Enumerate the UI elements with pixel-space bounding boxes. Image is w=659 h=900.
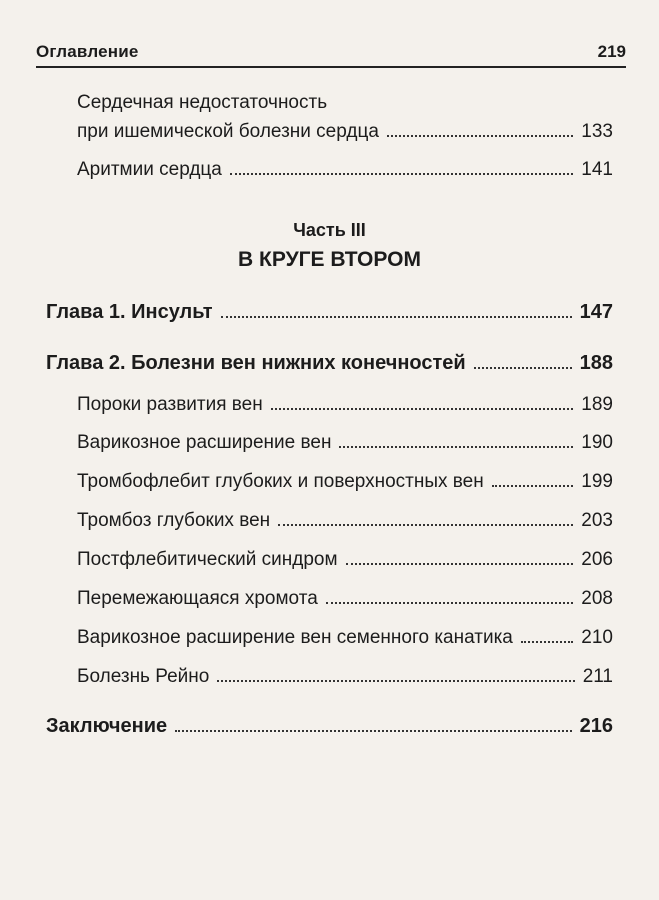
toc-entry[interactable]	[77, 428, 613, 454]
part-subtitle: В КРУГЕ ВТОРОМ	[238, 248, 421, 271]
toc-conclusion[interactable]	[46, 712, 613, 738]
toc-chapter-label: Глава 1. Инсульт	[46, 301, 213, 323]
dot-leader	[271, 408, 574, 410]
toc-entry-label: Тромбоз глубоких вен	[77, 510, 271, 531]
toc-entry-label: Варикозное расширение вен	[77, 432, 332, 453]
toc-entry[interactable]	[77, 662, 613, 688]
toc-entry[interactable]	[77, 584, 613, 610]
toc-entry-label: Болезнь Рейно	[77, 666, 210, 687]
dot-leader	[217, 680, 574, 682]
toc-entry-heart-failure[interactable]	[77, 117, 613, 143]
toc-entry-heart-failure-line1: Сердечная недостаточность	[77, 92, 328, 113]
toc-entry-page: 208	[581, 588, 613, 609]
toc-entry-label: Варикозное расширение вен семенного канатика	[77, 627, 513, 648]
page-number: 219	[597, 42, 626, 61]
dot-leader	[175, 730, 571, 732]
toc-chapter-1[interactable]	[46, 298, 613, 324]
toc-entry-arrhythmia[interactable]	[77, 155, 613, 181]
dot-leader	[346, 563, 574, 565]
toc-entry-page: 203	[581, 510, 613, 531]
toc-entry-page: 199	[581, 471, 613, 492]
dot-leader	[278, 524, 573, 526]
dot-leader	[474, 367, 572, 369]
toc-entry-label: Пороки развития вен	[77, 394, 263, 415]
toc-entry-page: 189	[581, 394, 613, 415]
toc-chapter-page: 188	[579, 352, 613, 374]
running-header	[36, 42, 626, 68]
toc-entry-label: Тромбофлебит глубоких и поверхностных вен	[77, 471, 484, 492]
toc-entry-label: Постфлебитический синдром	[77, 549, 338, 570]
toc-entry-page: 190	[581, 432, 613, 453]
toc-conclusion-label: Заключение	[46, 715, 168, 737]
part-title: Часть III	[293, 220, 366, 240]
toc-chapter-label: Глава 2. Болезни вен нижних конечностей	[46, 352, 466, 374]
toc-entry-page: 211	[582, 666, 613, 687]
toc-chapter-page: 147	[579, 301, 613, 323]
dot-leader	[221, 316, 572, 318]
toc-entry[interactable]	[77, 467, 613, 493]
dot-leader	[492, 485, 574, 487]
toc-entry-label: при ишемической болезни сердца	[77, 121, 379, 142]
toc-entry-page: 210	[581, 627, 613, 648]
dot-leader	[521, 641, 573, 643]
toc-entry[interactable]	[77, 545, 613, 571]
toc-conclusion-page: 216	[579, 715, 613, 737]
dot-leader	[339, 446, 573, 448]
toc-entry-label: Аритмии сердца	[77, 159, 222, 180]
dot-leader	[387, 135, 573, 137]
toc-entry[interactable]	[77, 623, 613, 649]
toc-entry[interactable]	[77, 506, 613, 532]
toc-entry-label: Перемежающаяся хромота	[77, 588, 318, 609]
toc-entry-page: 206	[581, 549, 613, 570]
toc-entry-page: 141	[581, 159, 613, 180]
toc-entry-page: 133	[581, 121, 613, 142]
toc-entry[interactable]	[77, 390, 613, 416]
running-header-title: Оглавление	[36, 42, 139, 61]
dot-leader	[326, 602, 574, 604]
toc-chapter-2[interactable]	[46, 349, 613, 375]
dot-leader	[230, 173, 573, 175]
